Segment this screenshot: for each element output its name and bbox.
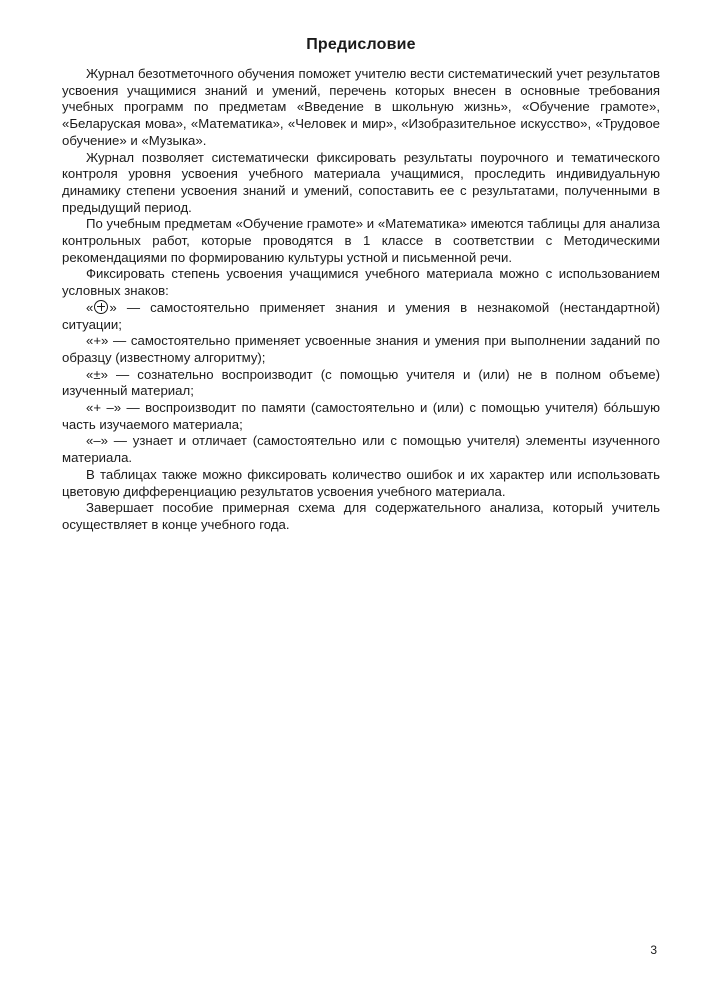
- symbol-description: — самостоятельно применяет усвоенные знания и умения при выполнении заданий по образцу (известному алгоритму);: [62, 333, 660, 365]
- symbol-open-quote: «: [86, 299, 94, 315]
- symbol-item-plus-minus: [62, 367, 660, 400]
- paragraph-journal-purpose: Журнал позволяет систематически фиксировать результаты поурочного и тематического контроля уровня усвоения учебного материала учащимися, проследить индивидуальную динамику степени усвоения знаний и умений, сопоставить ее с результатами, полученными в предыдущий период.: [62, 149, 660, 215]
- symbol-description: — воспроизводит по памяти (самостоятельно и (или) с помощью учителя) бóльшую часть изучаемого материала;: [62, 400, 660, 432]
- symbol-item-plus: [62, 333, 660, 366]
- symbol-close-quote: »: [109, 299, 117, 315]
- page-number: 3: [650, 943, 657, 957]
- page-content: [62, 36, 660, 534]
- paragraph-intro: Журнал безотметочного обучения поможет учителю вести систематический учет результатов усвоения учащимися знаний и умений, перечень которых внесен в основные требования учебных программ по предметам «Введение в школьную жизнь», «Обучение грамоте», «Беларуская мова», «Математика», «Человек и мир», «Изобразительное искусство», «Трудовое обучение» и «Музыка».: [62, 66, 660, 148]
- symbol-description: — самостоятельно применяет знания и умения в незнакомой (нестандартной) ситуации;: [62, 299, 660, 332]
- paragraph-control-tables: По учебным предметам «Обучение грамоте» и «Математика» имеются таблицы для анализа контрольных работ, которые проводятся в 1 классе в соответствии с Методическими рекомендациями по формированию культуры устной и письменной речи.: [62, 216, 660, 265]
- symbol-item-minus: [62, 433, 660, 466]
- paragraph-closing: Завершает пособие примерная схема для содержательного анализа, который учитель осуществляет в конце учебного года.: [62, 500, 660, 532]
- paragraph-symbols-intro: Фиксировать степень усвоения учащимися учебного материала можно с использованием условных знаков:: [62, 266, 660, 299]
- symbol-description: — сознательно воспроизводит (с помощью учителя и (или) не в полном объеме) изученный материал;: [62, 366, 660, 399]
- circled-plus-icon: [94, 300, 108, 314]
- symbol-description: — узнает и отличает (самостоятельно или с помощью учителя) элементы изученного материала.: [62, 433, 660, 466]
- symbol-item-plus-dash-minus: [62, 400, 660, 433]
- symbol-item-circled-plus: [62, 300, 660, 333]
- page-title: Предисловие: [306, 36, 416, 53]
- symbol-mark: «+»: [86, 333, 109, 349]
- symbol-mark: «–»: [86, 433, 109, 449]
- symbol-mark: «+ –»: [86, 400, 122, 416]
- symbol-mark: «±»: [86, 366, 108, 382]
- paragraph-error-tracking: В таблицах также можно фиксировать количество ошибок и их характер или использовать цветовую дифференциацию результатов усвоения учебного материала.: [62, 466, 660, 499]
